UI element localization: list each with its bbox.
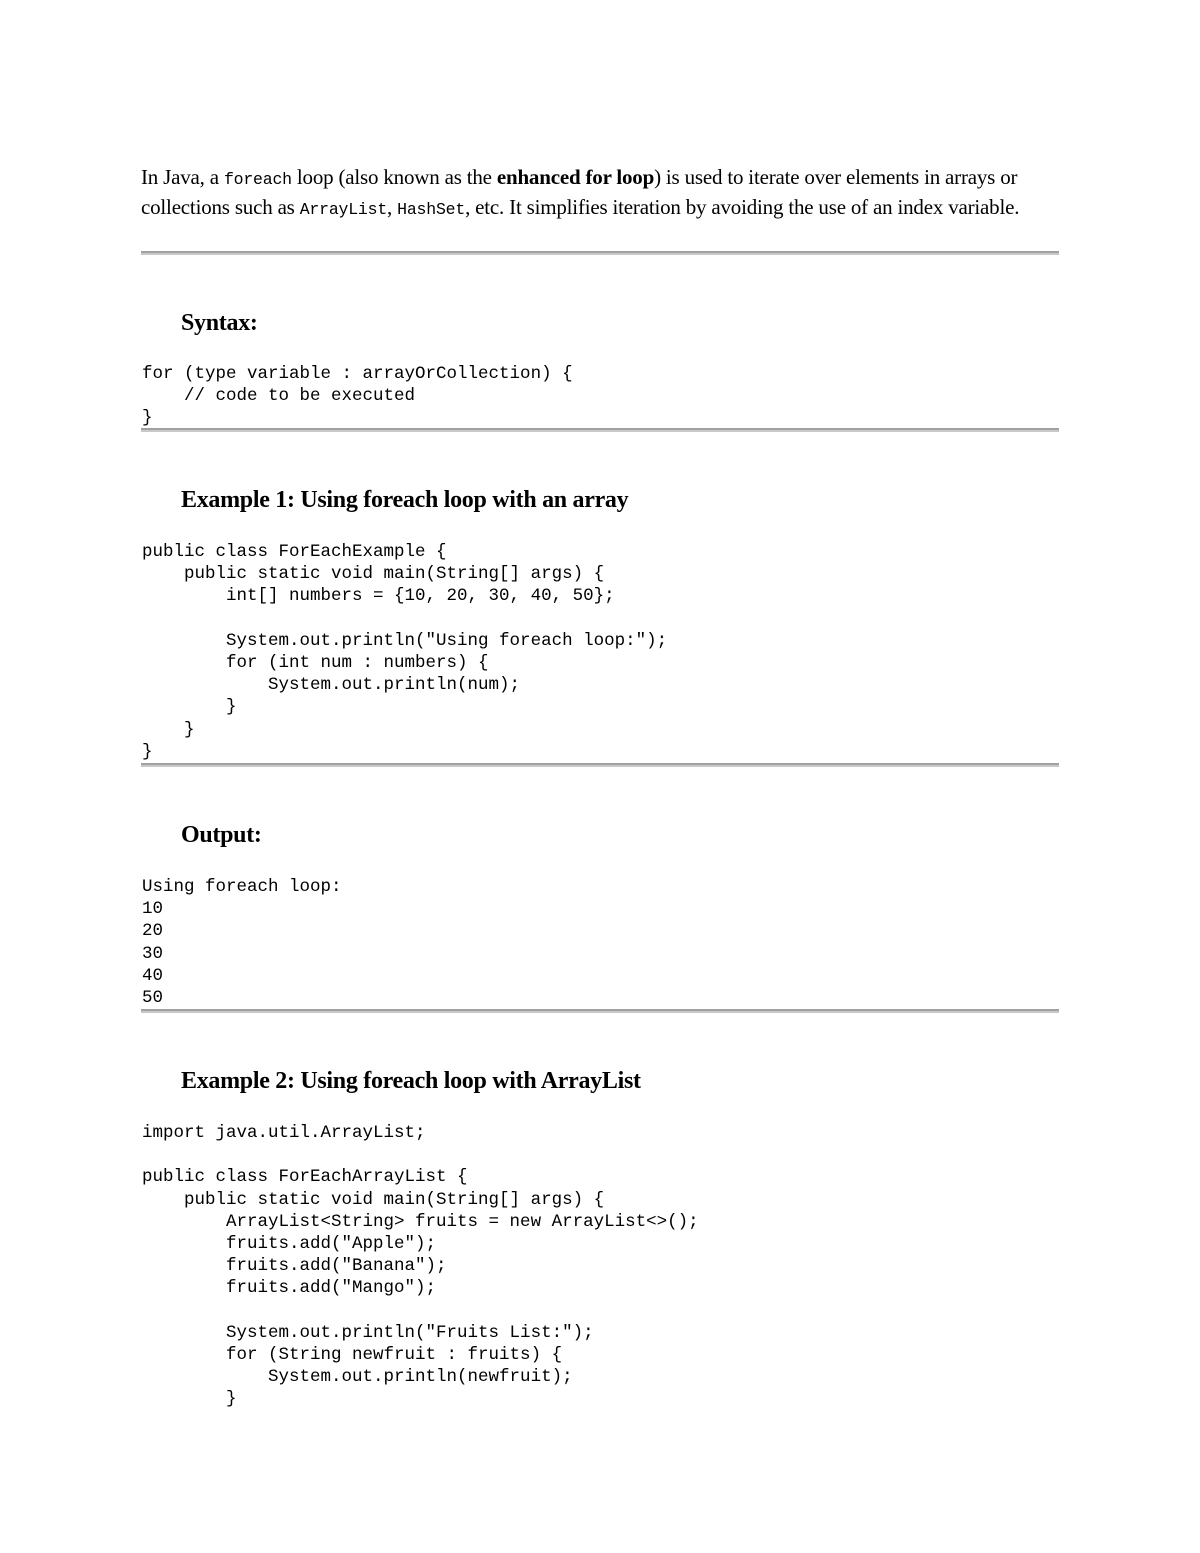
horizontal-rule [141,251,1059,255]
intro-text-2: loop (also known as the [291,165,497,189]
inline-code-arraylist: ArrayList [299,199,388,219]
intro-text-1: In Java, a [141,165,224,189]
syntax-heading: Syntax: [181,310,258,336]
output-heading: Output: [181,822,262,848]
intro-text-3: ) is used to iterate over elements in arrays or collections such as [141,165,1018,219]
horizontal-rule [141,763,1059,767]
intro-text-4: , [387,194,398,219]
syntax-code-block: for (type variable : arrayOrCollection) { // code to be executed } [142,364,573,429]
inline-code-hashset: HashSet [397,199,466,219]
horizontal-rule [141,1009,1059,1013]
intro-paragraph [141,164,1061,223]
example2-code-block: import java.util.ArrayList; public class ForEachArrayList { public static void main(String[] args) { ArrayList<String> fruits = new ArrayList<>(); fruits.add("Apple"); fruits.add("Banana"); fruits.add("Mango"); System.out.println("Fruits List:"); for (String newfruit : fruits) { System.out.println(newfruit); } [142,1123,699,1410]
output-code-block: Using foreach loop: 10 20 30 40 50 [142,877,342,1009]
horizontal-rule [141,428,1059,432]
inline-code-foreach: foreach [223,170,292,189]
example1-heading: Example 1: Using foreach loop with an array [181,487,629,513]
intro-bold-enhanced-for-loop: enhanced for loop [496,165,655,189]
example2-heading: Example 2: Using foreach loop with ArrayList [181,1068,641,1094]
example1-code-block: public class ForEachExample { public static void main(String[] args) { int[] numbers = {10, 20, 30, 40, 50}; System.out.println("Using foreach loop:"); for (int num : numbers) { System.out.println(num); } } } [142,542,668,762]
intro-text-5: , etc. It simplifies iteration by avoiding the use of an index variable. [465,194,1020,219]
